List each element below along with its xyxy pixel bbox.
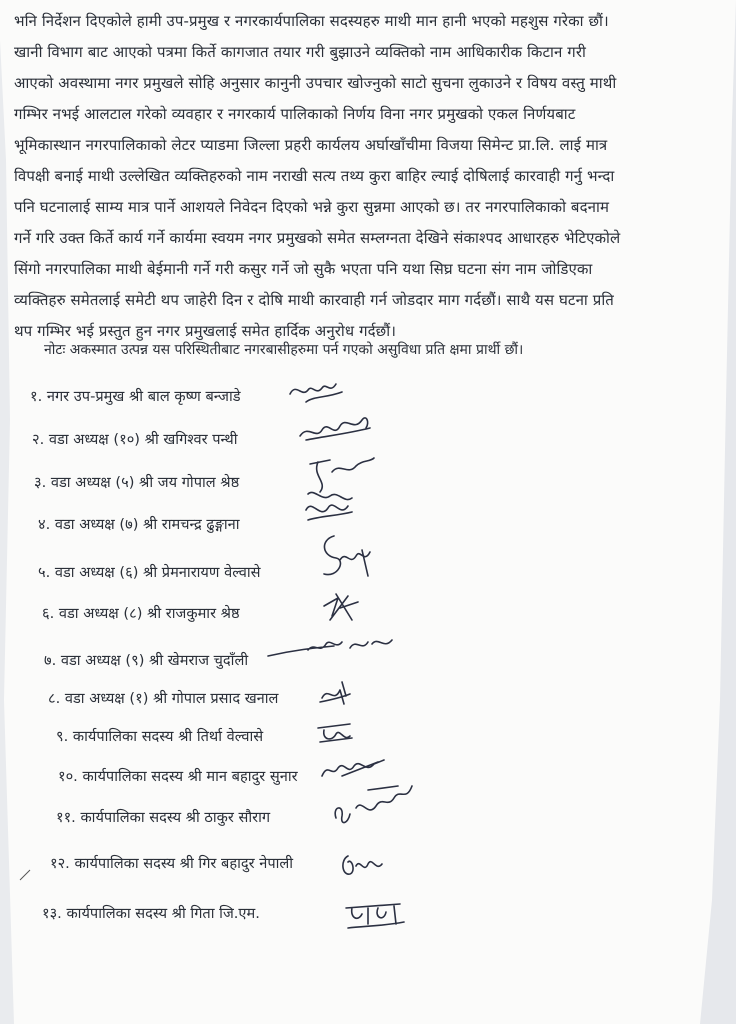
signature-9 (314, 718, 358, 748)
signatory-line: १०. कार्यपालिका सदस्य श्री मान बहादुर सुनार (58, 768, 298, 785)
paragraph-line: विपक्षी बनाई माथी उल्लेखित व्यक्तिहरुको नाम नराखी सत्य तथ्य कुरा बाहिर ल्याई दोषिलाई कारवाही गर्नु भन्दा (14, 167, 615, 185)
signatory-line: ३. वडा अध्यक्ष (५) श्री जय गोपाल श्रेष्ठ (34, 474, 240, 491)
signature-13 (340, 896, 412, 936)
signatory-line: ८. वडा अध्यक्ष (१) श्री गोपाल प्रसाद खनाल (48, 690, 279, 707)
signature-6 (318, 586, 362, 626)
paragraph-line: व्यक्तिहरु समेतलाई समेटी थप जाहेरी दिन र दोषि माथी कारवाही गर्न जोडदार माग गर्दछौं। साथै यस घटना प्रति (14, 291, 614, 309)
paragraph-line: खानी विभाग बाट आएको पत्रमा किर्ते कागजात तयार गरी बुझाउने व्यक्तिको नाम आधिकारीक किटान गरी (14, 43, 586, 61)
signatory-line: १. नगर उप-प्रमुख श्री बाल कृष्ण बन्जाडे (30, 388, 241, 405)
signatory-line: ५. वडा अध्यक्ष (६) श्री प्रेमनारायण वेल्वासे (38, 564, 261, 581)
paragraph-line: पनि घटनालाई साम्य मात्र पार्ने आशयले निवेदन दिएको भन्ने कुरा सुन्नमा आएको छ। तर नगरपालिकाको बदनाम (14, 198, 610, 216)
signature-1 (286, 372, 346, 406)
signatory-line: ६. वडा अध्यक्ष (८) श्री राजकुमार श्रेष्ठ (42, 605, 240, 622)
signature-2 (296, 406, 376, 446)
signatory-line: ७. वडा अध्यक्ष (९) श्री खेमराज चुदाँली (44, 652, 249, 669)
paragraph-line: भनि निर्देशन दिएकोले हामी उप-प्रमुख र नगरकार्यपालिका सदस्यहरु माथी मान हानी भएको महशुस गरेका छौं। (14, 12, 609, 30)
paragraph-line: भूमिकास्थान नगरपालिकाको लेटर प्याडमा जिल्ला प्रहरी कार्यलय अर्घाखाँचीमा विजया सिमेन्ट प्रा.लि. लाई मात्र (14, 136, 608, 154)
signature-11 (328, 778, 424, 842)
body-paragraph (14, 6, 732, 347)
signatory-line: १२. कार्यपालिका सदस्य श्री गिर बहादुर नेपाली (50, 855, 294, 872)
signature-4 (300, 490, 360, 530)
signature-8 (316, 676, 356, 710)
signatory-line: ११. कार्यपालिका सदस्य श्री ठाकुर सौराग (56, 809, 271, 826)
signatory-line: २. वडा अध्यक्ष (१०) श्री खगिश्वर पन्थी (32, 431, 238, 448)
signatory-line: ९. कार्यपालिका सदस्य श्री तिर्था वेल्वासे (56, 728, 264, 745)
paragraph-line: थप गम्भिर भई प्रस्तुत हुन नगर प्रमुखलाई समेत हार्दिक अनुरोध गर्दछौं। (14, 322, 396, 340)
signatory-line: ४. वडा अध्यक्ष (७) श्री रामचन्द्र ढुङ्गाना (38, 516, 240, 533)
paragraph-line: गम्भिर नभई आलटाल गरेको व्यवहार र नगरकार्य पालिकाको निर्णय विना नगर प्रमुखको एकल निर्णयबाट (14, 105, 576, 123)
apology-note: नोटः अकस्मात उत्पन्न यस परिस्थितीबाट नगरबासीहरुमा पर्न गएको असुविधा प्रति क्षमा प्रार्थी छौं। (44, 342, 524, 358)
signatory-line: १३. कार्यपालिका सदस्य श्री गिता जि.एम. (42, 905, 260, 922)
signature-12 (338, 846, 388, 886)
paragraph-line: गर्ने गरि उक्त किर्ते कार्य गर्ने कार्यमा स्वयम नगर प्रमुखको समेत सम्लग्नता देखिने संकाश्पद आधारहरु भेटिएकोले (14, 229, 621, 247)
paragraph-line: सिंगो नगरपालिका माथी बेईमानी गर्ने गरी कसुर गर्ने जो सुकै भएता पनि यथा सिघ्र घटना संग नाम जोडिएका (14, 260, 593, 278)
signature-7 (264, 628, 404, 668)
signature-5 (316, 530, 380, 586)
paragraph-line: आएको अवस्थामा नगर प्रमुखले सोहि अनुसार कानुनी उपचार खोज्नुको साटो सुचना लुकाउने र विषय वस्तु माथी (14, 74, 617, 92)
